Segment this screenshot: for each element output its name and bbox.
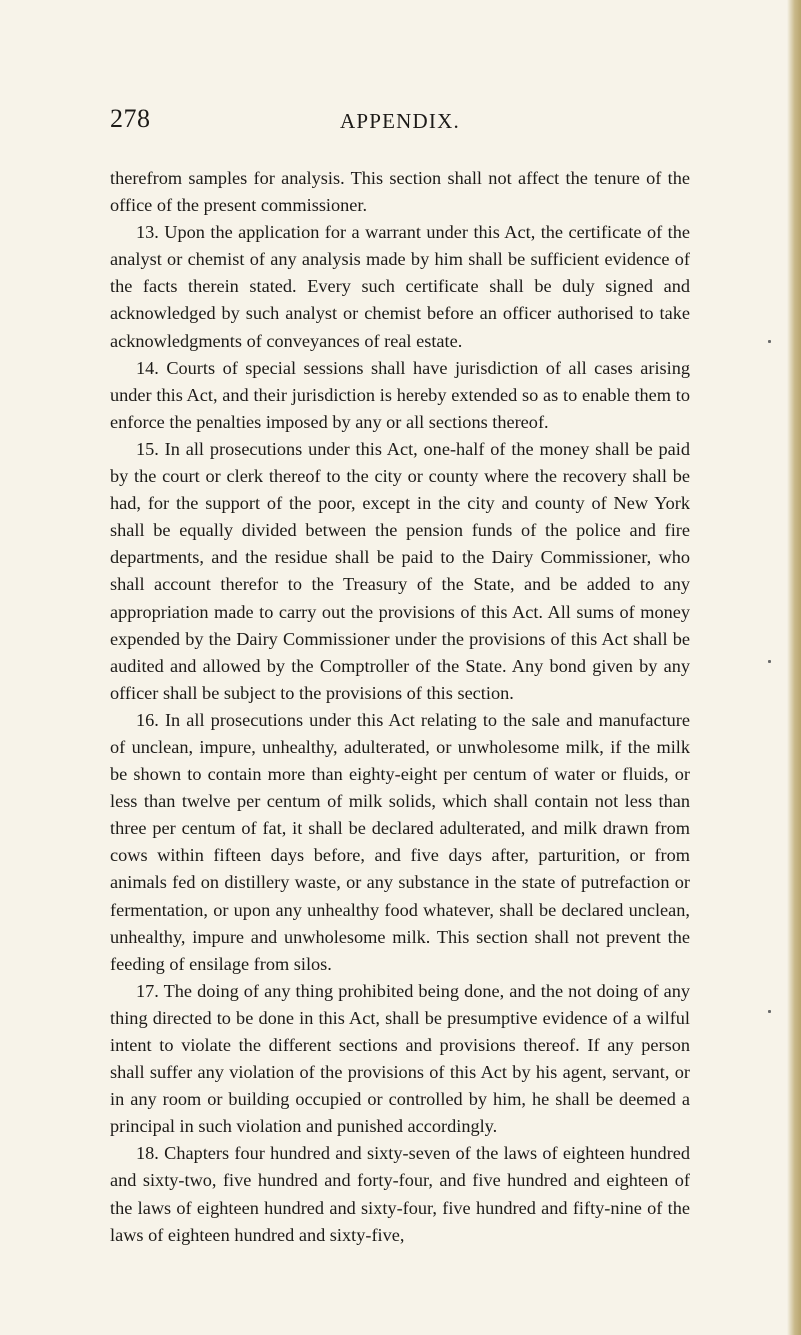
section-14: 14. Courts of special sessions shall have jurisdiction of all cases arising under this Act, and their jurisdiction is hereby extended so as to enable them to enforce the penalties imposed by any or all sections thereof. <box>110 357 690 432</box>
paragraph-continuation: therefrom samples for analysis. This section shall not affect the tenure of the office of the present commissioner. <box>110 168 690 216</box>
section-17: 17. The doing of any thing prohibited being done, and the not doing of any thing directed to be done in this Act, shall be presumptive evidence of a wilful intent to violate the different sections and provisions thereof. If any person shall suffer any violation of the provisions of this Act by his agent, servant, or in any room or building occupied or controlled by him, he shall be deemed a principal in such violation and punished accordingly. <box>110 980 690 1137</box>
edge-mark <box>768 1010 771 1013</box>
edge-mark <box>768 660 771 663</box>
section-13: 13. Upon the application for a warrant under this Act, the certificate of the analyst or chemist of any analysis made by him shall be sufficient evidence of the facts therein stated. Every such certificate shall be duly signed and acknowledged by such analyst or chemist before an officer authorised to take acknowledgments of conveyances of real estate. <box>110 222 690 351</box>
page-header <box>110 104 690 138</box>
page-number: 278 <box>110 104 151 133</box>
section-15: 15. In all prosecutions under this Act, one-half of the money shall be paid by the court or clerk thereof to the city or county where the recovery shall be had, for the support of the poor, except in the city and county of New York shall be equally divided between the pension funds of the police and fire departments, and the residue shall be paid to the Dairy Commissioner, who shall account therefor to the Treasury of the State, and be added to any appropriation made to carry out the provisions of this Act. All sums of money expended by the Dairy Commissioner under the provisions of this Act shall be audited and allowed by the Comptroller of the State. Any bond given by any officer shall be subject to the provisions of this section. <box>110 438 690 703</box>
section-18: 18. Chapters four hundred and sixty-seven of the laws of eighteen hundred and sixty-two, five hundred and forty-four, and five hundred and eighteen of the laws of eighteen hundred and sixty-four, five hundred and fifty-nine of the laws of eighteen hundred and sixty-five, <box>110 1143 690 1245</box>
section-16: 16. In all prosecutions under this Act relating to the sale and manufacture of unclean, impure, unhealthy, adulterated, or unwholesome milk, if the milk be shown to contain more than eighty-eight per centum of water or fluids, or less than twelve per centum of milk solids, which shall contain not less than three per centum of fat, it shall be declared adulterated, and milk drawn from cows within fifteen days before, and five days after, parturition, or from animals fed on distillery waste, or any substance in the state of putrefaction or fermentation, or upon any unhealthy food whatever, shall be declared unclean, unhealthy, impure and unwholesome milk. This section shall not prevent the feeding of ensilage from silos. <box>110 709 690 974</box>
running-head: APPENDIX. <box>340 109 460 133</box>
body-text <box>110 165 690 1249</box>
page-edge-shadow <box>787 0 801 1335</box>
edge-mark <box>768 340 771 343</box>
